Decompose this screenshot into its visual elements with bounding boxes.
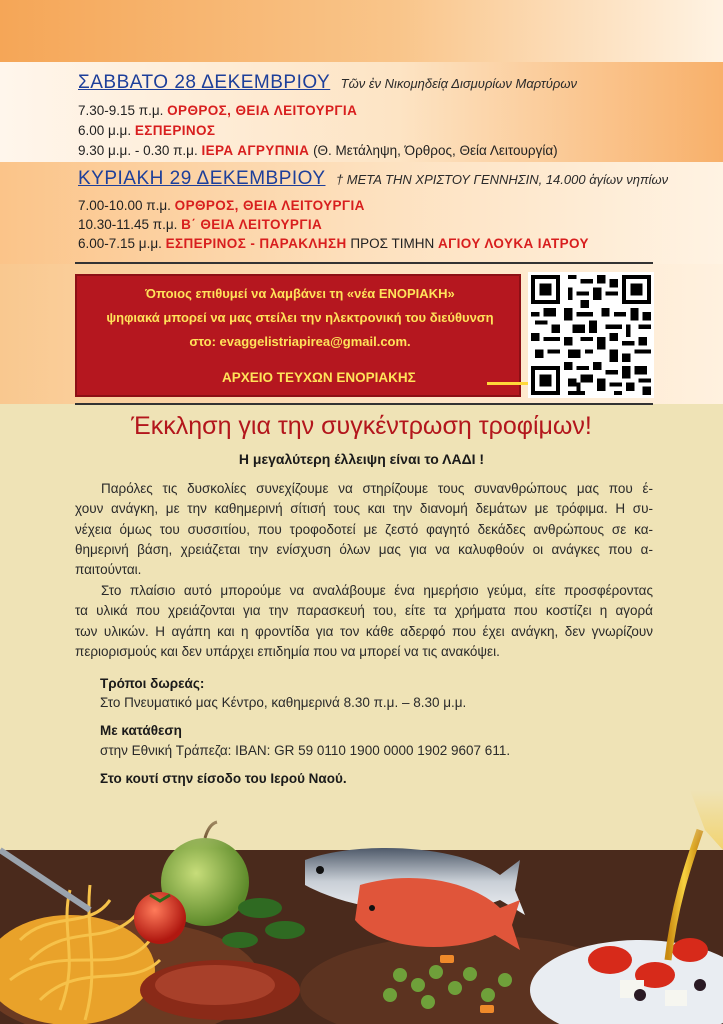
deposit-iban: στην Εθνική Τράπεζα: IBAN: GR 59 0110 1900 0000 1902 9607 611. xyxy=(100,743,511,758)
service-time: 10.30-11.45 π.μ. xyxy=(78,217,178,232)
box-heading: Στο κουτί στην είσοδο του Ιερού Ναού. xyxy=(100,771,347,786)
appeal-paragraph-2 xyxy=(75,581,653,662)
text-line: τα υλικά που χρειάζονται για την παρασκευή του, είτε τα χρήματα που κοστίζει η αγορά xyxy=(75,603,653,619)
saturday-feast: Τῶν ἐν Νικομηδείᾳ Δισμυρίων Μαρτύρων xyxy=(340,76,578,91)
service-time: 7.00-10.00 π.μ. xyxy=(78,198,171,213)
service-time: 7.30-9.15 π.μ. xyxy=(78,103,164,118)
sunday-date: ΚΥΡΙΑΚΗ 29 ΔΕΚΕΜΒΡΙΟΥ xyxy=(78,168,326,189)
schedule-item xyxy=(78,236,589,251)
digital-subscription-notice xyxy=(75,274,521,397)
schedule-item xyxy=(78,123,215,138)
divider xyxy=(75,403,653,405)
schedule-item xyxy=(78,143,558,158)
deposit-heading: Με κατάθεση xyxy=(100,723,182,738)
text-line: χουν ανάγκη, με την καθημερινή σίτισή τους και την διανομή δεμάτων με τρόφιμα. Η συ- xyxy=(75,501,653,517)
saturday-date: ΣΑΒΒΑΤΟ 28 ΔΕΚΕΜΒΡΙΟΥ xyxy=(78,72,331,93)
service-note: (Θ. Μετάληψη, Όρθρος, Θεία Λειτουργία) xyxy=(313,143,558,158)
service-saint: ΑΓΙΟΥ ΛΟΥΚΑ ΙΑΤΡΟΥ xyxy=(437,236,589,251)
schedule-item xyxy=(78,198,365,213)
service-name: ΕΣΠΕΡΙΝΟΣ xyxy=(134,123,216,138)
archive-link[interactable]: ΑΡΧΕΙΟ ΤΕΥΧΩΝ ΕΝΟΡΙΑΚΗΣ xyxy=(222,370,416,385)
qr-code-icon[interactable] xyxy=(528,272,654,398)
text-line: Παρόλες τις δυσκολίες συνεχίζουμε να στηρίζουμε τους συνανθρώπους μας που έ- xyxy=(101,481,653,496)
service-name: ΙΕΡΑ ΑΓΡΥΠΝΙΑ xyxy=(201,143,310,158)
text-line: των υλικών. Η αγάπη και η φροντίδα για τον κάθε αδερφό που έχει ανάγκη, δεν γνωρίζουν xyxy=(75,623,653,639)
notice-email[interactable]: στο: evaggelistriapirea@gmail.com. xyxy=(189,334,411,349)
sunday-heading xyxy=(78,168,668,190)
text-line: νέχεια όμως του συσσιτίου, που τροφοδοτεί με ζεστό φαγητό δεκάδες ανθρώπους σε κα- xyxy=(75,521,653,537)
saturday-heading xyxy=(78,72,577,94)
service-time: 6.00 μ.μ. xyxy=(78,123,132,138)
service-note: ΠΡΟΣ ΤΙΜΗΝ xyxy=(350,236,435,251)
text-line: παιτούνται. xyxy=(75,562,142,578)
service-name: ΟΡΘΡΟΣ, ΘΕΙΑ ΛΕΙΤΟΥΡΓΙΑ xyxy=(174,198,365,213)
sunday-feast: † ΜΕΤΑ ΤΗΝ ΧΡΙΣΤΟΥ ΓΕΝΝΗΣΙΝ, 14.000 ἁγίων νηπίων xyxy=(335,172,669,187)
appeal-paragraph-1 xyxy=(75,479,653,580)
service-name: Β΄ ΘΕΙΑ ΛΕΙΤΟΥΡΓΙΑ xyxy=(181,217,323,232)
service-name: ΟΡΘΡΟΣ, ΘΕΙΑ ΛΕΙΤΟΥΡΓΙΑ xyxy=(167,103,358,118)
schedule-item xyxy=(78,103,357,118)
appeal-title: Έκκληση για την συγκέντρωση τροφίμων! xyxy=(131,412,592,440)
service-time: 6.00-7.15 μ.μ. xyxy=(78,236,162,251)
donation-ways-heading: Τρόποι δωρεάς: xyxy=(100,676,205,691)
text-line: Στο πλαίσιο αυτό μπορούμε να αναλάβουμε ένα ημερήσιο γεύμα, είτε προσφέροντας xyxy=(101,583,653,598)
text-line: περιορισμούς και δεν υπάρχει επιδημία που να μπορεί να τις ανακόψει. xyxy=(75,643,500,659)
notice-line: Όποιος επιθυμεί να λαμβάνει τη «νέα ΕΝΟΡΙΑΚΗ» xyxy=(145,286,455,301)
schedule-item xyxy=(78,217,322,232)
appeal-subtitle: Η μεγαλύτερη έλλειψη είναι το ΛΑΔΙ ! xyxy=(238,451,485,467)
top-header-strip xyxy=(0,0,723,62)
service-name: ΕΣΠΕΡΙΝΟΣ - ΠΑΡΑΚΛΗΣΗ xyxy=(165,236,347,251)
service-time: 9.30 μ.μ. - 0.30 π.μ. xyxy=(78,143,198,158)
food-illustration xyxy=(0,790,723,1024)
donation-ways-text: Στο Πνευματικό μας Κέντρο, καθημερινά 8.30 π.μ. – 8.30 μ.μ. xyxy=(100,695,467,710)
notice-line: ψηφιακά μπορεί να μας στείλει την ηλεκτρονική του διεύθυνση xyxy=(106,310,494,325)
text-line: θημερινή βάση, χρειάζεται την ενίσχυση όλων μας για να καλυφθούν οι ανάγκες που α- xyxy=(75,541,653,557)
